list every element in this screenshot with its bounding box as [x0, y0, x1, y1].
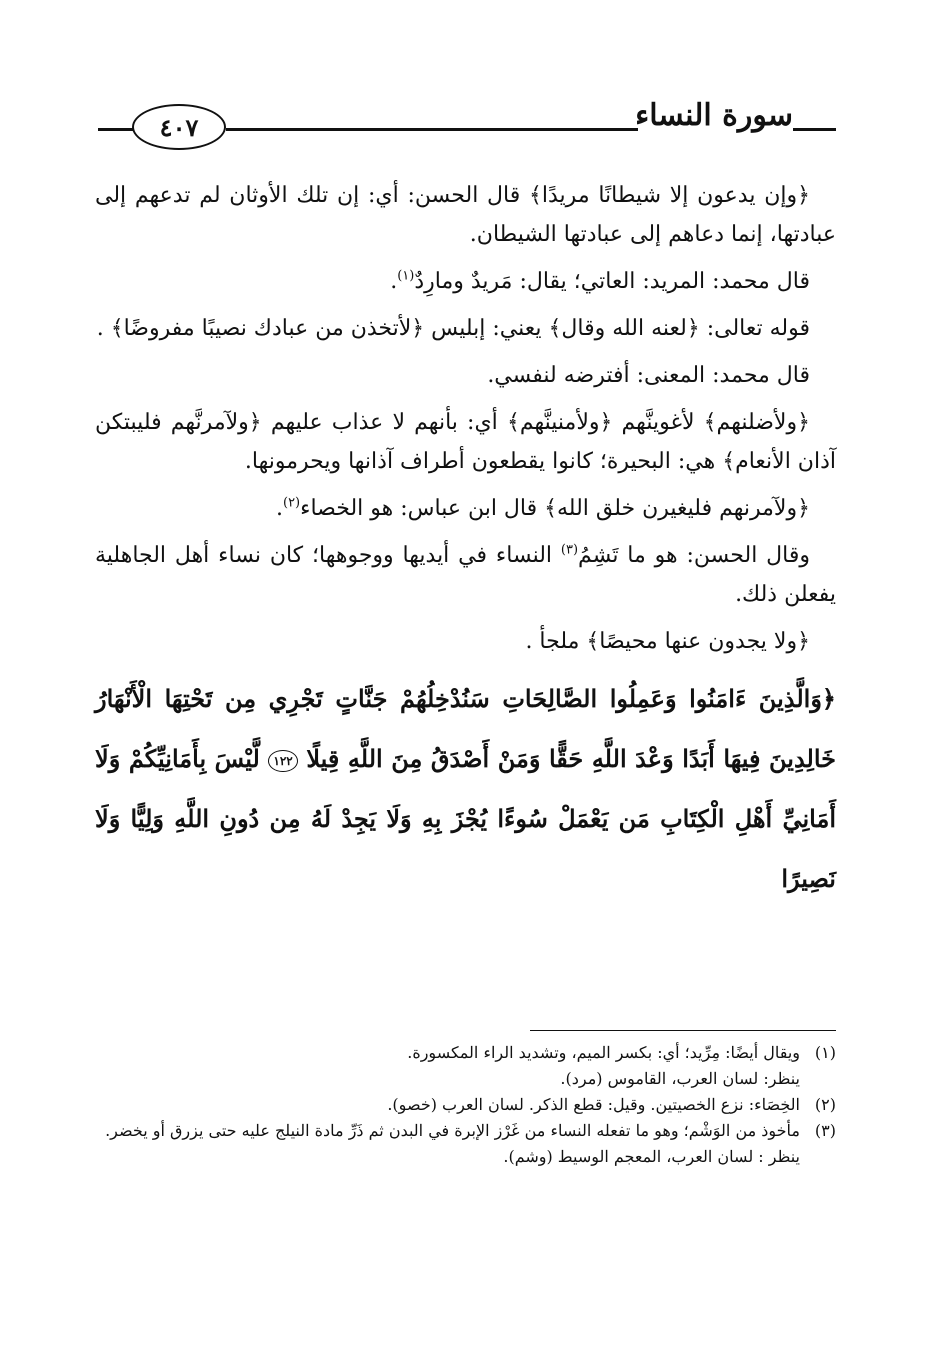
footnote-2-number: (٢)	[814, 1095, 836, 1114]
header-rule-left	[98, 128, 134, 131]
footnote-1	[100, 1040, 836, 1066]
footnote-3-number: (٣)	[814, 1121, 836, 1140]
paragraph-7	[95, 536, 836, 614]
footnote-3	[100, 1118, 836, 1170]
paragraph-5: ﴿ولأضلنهم﴾ لأغوينَّهم ﴿ولأمنينَّهم﴾ أي: بأنهم لا عذاب عليهم ﴿ولآمرنَّهم فليبتكن آذان الأنعام﴾ هي: البحيرة؛ كانوا يقطعون أطراف آذانها ويحرمونها.	[95, 410, 836, 474]
footnote-ref-1: (١)	[397, 268, 415, 284]
paragraph-2-end: .	[390, 269, 398, 294]
paragraph-3: قوله تعالى: ﴿لعنه الله وقال﴾ يعني: إبليس ﴿لأتخذن من عبادك نصيبًا مفروضًا﴾ .	[96, 316, 810, 341]
footnote-2-text: الخِصَاء: نزع الخصيتين. وقيل: قطع الذكر. لسان العرب (خصو).	[387, 1095, 800, 1114]
ayah-number-marker: ١٢٢	[268, 750, 297, 772]
footnote-1-reference: ينظر: لسان العرب، القاموس (مرد).	[560, 1069, 800, 1088]
footnote-3-text: مأخوذ من الوَشْم؛ وهو ما تفعله النساء من غَرْز الإبرة في البدن ثم ذَرِّ مادة النيلج عليه حتى يزرق أو يخضر. ينظر : لسان العرب، المعجم الوسيط (وشم).	[105, 1121, 800, 1166]
paragraph-6-end: .	[275, 496, 283, 521]
footnotes	[100, 1040, 836, 1170]
paragraph-1: ﴿وإن يدعون إلا شيطانًا مريدًا﴾ قال الحسن: أي: إن تلك الأوثان لم تدعهم إلى عبادتها، إنما دعاهم إلى عبادتها الشيطان.	[95, 183, 836, 247]
footnote-2	[100, 1092, 836, 1118]
page-header	[98, 96, 836, 166]
header-rule-middle	[226, 128, 638, 131]
quran-verse	[95, 669, 836, 909]
footnote-ref-3: (٣)	[560, 542, 579, 558]
paragraph-6-text: ﴿ولآمرنهم فليغيرن خلق الله﴾ قال ابن عباس: هو الخصاء	[300, 496, 810, 521]
quran-verse-text-b: لَّيْسَ بِأَمَانِيِّكُمْ وَلَا أَمَانِيِّ أَهْلِ الْكِتَابِ مَن يَعْمَلْ سُوءًا يُجْزَ بِهِ وَلَا يَجِدْ لَهُ مِن دُونِ اللَّهِ وَلِيًّا وَلَا نَصِيرًا	[95, 744, 836, 893]
paragraph-7-text-a: وقال الحسن: هو ما تَشِمُ	[578, 543, 811, 568]
footnote-1-number: (١)	[814, 1043, 836, 1062]
paragraph-2-text: قال محمد: المريد: العاتي؛ يقال: مَريدٌ ومارِدٌ	[414, 269, 810, 294]
footnote-ref-2: (٢)	[282, 495, 301, 511]
footnote-separator	[530, 1030, 836, 1031]
paragraph-7-text-b: النساء في أيديها ووجوهها؛ كان نساء أهل الجاهلية يفعلن ذلك.	[95, 543, 836, 607]
commentary-body	[95, 176, 836, 917]
paragraph-8: ﴿ولا يجدون عنها محيصًا﴾ ملجأ .	[525, 629, 810, 654]
header-rule-right	[793, 128, 836, 131]
paragraph-6	[95, 489, 836, 528]
quran-verse-text-a: ﴿وَالَّذِينَ ءَامَنُوا وَعَمِلُوا الصَّالِحَاتِ سَنُدْخِلُهُمْ جَنَّاتٍ تَجْرِي مِن تَحْتِهَا الْأَنْهَارُ خَالِدِينَ فِيهَا أَبَدًا وَعْدَ اللَّهِ حَقًّا وَمَنْ أَصْدَقُ مِنَ اللَّهِ قِيلًا	[95, 684, 837, 773]
page-number: ٤٠٧	[132, 104, 226, 150]
surah-title: سورة النساء	[635, 98, 793, 133]
footnote-1-text: ويقال أيضًا: مِرِّيد؛ أي: بكسر الميم، وتشديد الراء المكسورة.	[407, 1043, 800, 1062]
paragraph-2	[95, 262, 836, 301]
paragraph-4: قال محمد: المعنى: أفترضه لنفسي.	[487, 363, 810, 388]
